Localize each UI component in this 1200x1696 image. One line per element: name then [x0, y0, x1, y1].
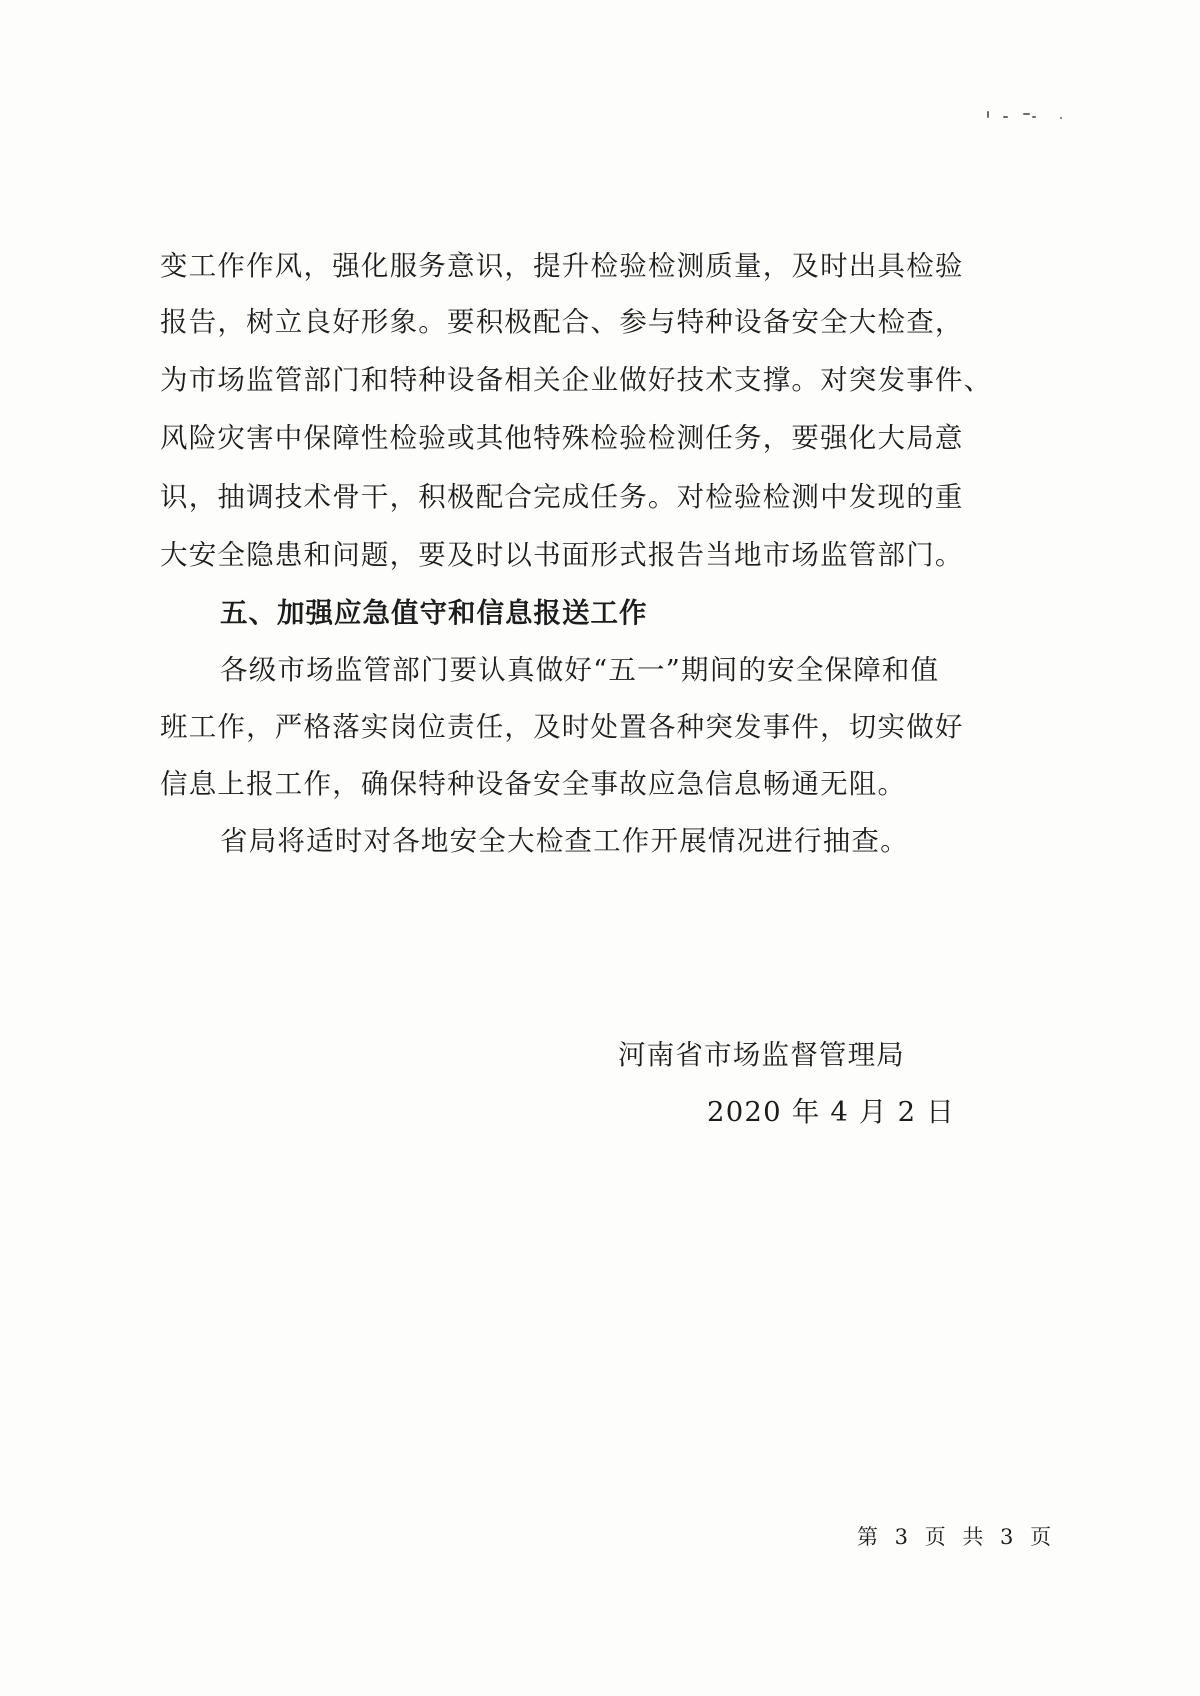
paragraph-2-line-1: 各级市场监管部门要认真做好“五一”期间的安全保障和值: [220, 654, 940, 686]
scan-artifact-marks: [985, 108, 1095, 122]
signature-date: 2020 年 4 月 2 日: [707, 1096, 955, 1128]
paragraph-1-line-3: 为市场监管部门和特种设备相关企业做好技术支撑。对突发事件、: [160, 364, 993, 396]
paragraph-1-line-5: 识，抽调技术骨干，积极配合完成任务。对检验检测中发现的重: [160, 481, 964, 513]
paragraph-2-line-3: 信息上报工作，确保特种设备安全事故应急信息畅通无阻。: [160, 768, 907, 800]
paragraph-1-line-2: 报告，树立良好形象。要积极配合、参与特种设备安全大检查，: [160, 306, 964, 338]
paragraph-1-line-1: 变工作作风，强化服务意识，提升检验检测质量，及时出具检验: [160, 250, 964, 282]
paragraph-3-line-1: 省局将适时对各地安全大检查工作开展情况进行抽查。: [220, 825, 909, 857]
page-number: 第 3 页 共 3 页: [857, 1525, 1057, 1549]
paragraph-2-line-2: 班工作，严格落实岗位责任，及时处置各种突发事件，切实做好: [160, 711, 964, 743]
section-5-heading: 五、加强应急值守和信息报送工作: [220, 597, 648, 629]
signature-organization: 河南省市场监督管理局: [618, 1039, 905, 1071]
paragraph-1-line-4: 风险灾害中保障性检验或其他特殊检验检测任务，要强化大局意: [160, 422, 964, 454]
paragraph-1-line-6: 大安全隐患和问题，要及时以书面形式报告当地市场监管部门。: [160, 539, 964, 571]
